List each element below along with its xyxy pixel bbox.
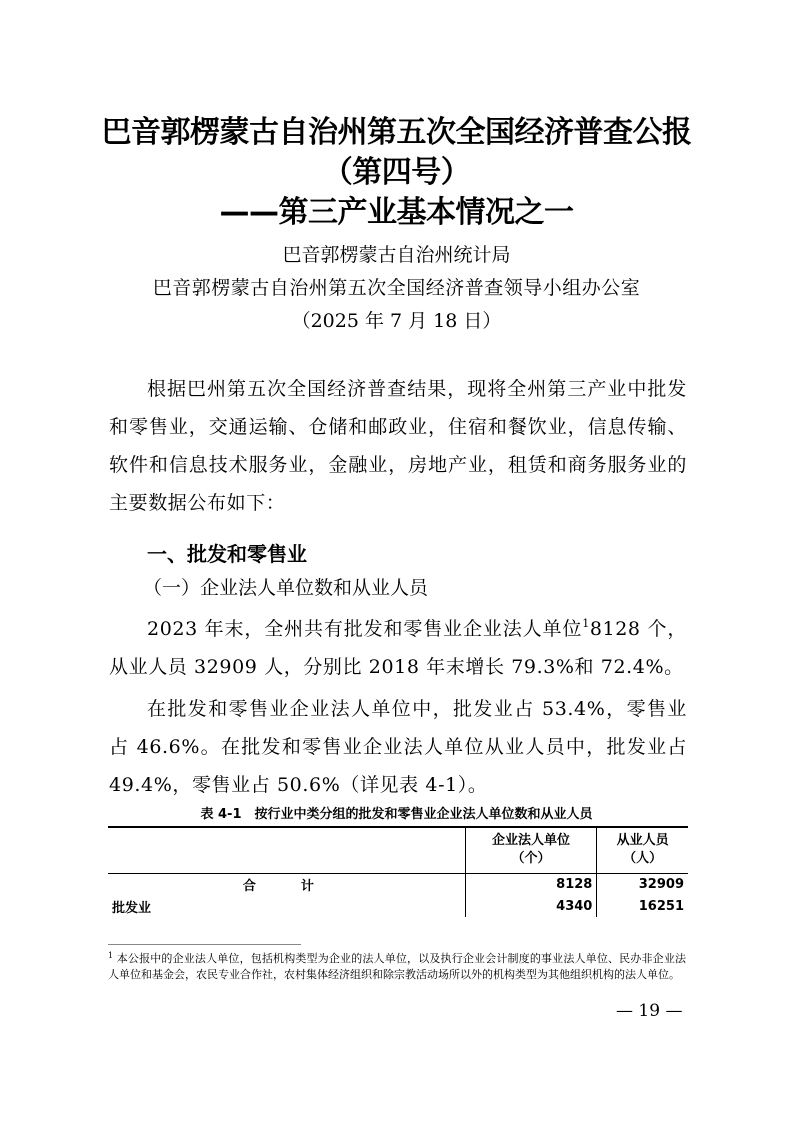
table-header-employees bbox=[597, 827, 688, 873]
issue-date: （2025 年 7 月 18 日） bbox=[291, 310, 502, 332]
row-label: 合 计 bbox=[242, 878, 330, 894]
row-employees: 16251 bbox=[597, 895, 688, 917]
intro-paragraph: 根据巴州第五次全国经济普查结果，现将全州第三产业中批发和零售业，交通运输、仓储和邮政业，住宿和餐饮业，信息传输、软件和信息技术服务业，金融业，房地产业，租赁和商务服务业的主要数据公布如下： bbox=[109, 378, 687, 514]
row-employees: 32909 bbox=[597, 873, 688, 895]
report-title: 巴音郭楞蒙古自治州第五次全国经济普查公报 bbox=[101, 115, 692, 150]
report-number: （第四号） bbox=[322, 155, 471, 190]
header-unit: （个） bbox=[511, 851, 551, 867]
section-heading-wholesale-retail: 一、批发和零售业 bbox=[147, 542, 307, 566]
subsection-heading-units-employees: （一）企业法人单位数和从业人员 bbox=[143, 577, 429, 599]
footnote bbox=[108, 951, 686, 983]
table-row bbox=[108, 895, 688, 917]
table-header-row bbox=[108, 827, 688, 873]
paragraph-text: 8128 个，从业人员 32909 人，分别比 2018 年末增长 79.3%和 72.4%。 bbox=[109, 618, 687, 678]
paragraph-units-summary bbox=[109, 610, 687, 686]
header-unit: （人） bbox=[623, 851, 663, 867]
page-number: — 19 — bbox=[616, 1001, 683, 1021]
issuer-bureau: 巴音郭楞蒙古自治州统计局 bbox=[282, 244, 511, 266]
paragraph-share-breakdown: 在批发和零售业企业法人单位中，批发业占 53.4%，零售业占 46.6%。在批发和零售业企业法人单位从业人员中，批发业占 49.4%，零售业占 50.6%（详见表 4-1）。 bbox=[109, 698, 687, 796]
row-units: 8128 bbox=[465, 873, 597, 895]
table-row bbox=[108, 873, 688, 895]
footnote-text: 本公报中的企业法人单位，包括机构类型为企业的法人单位，以及执行企业会计制度的事业法人单位、民办非企业法人单位和基金会，农民专业合作社，农村集体经济组织和除宗教活动场所以外的机构类型为其他组织机构的法人单位。 bbox=[108, 952, 686, 981]
footnote-reference[interactable]: 1 bbox=[582, 617, 590, 630]
table-header-blank bbox=[108, 827, 465, 873]
report-subtitle: ——第三产业基本情况之一 bbox=[219, 195, 574, 230]
issuer-office: 巴音郭楞蒙古自治州第五次全国经济普查领导小组办公室 bbox=[152, 277, 641, 299]
footnote-marker: 1 bbox=[108, 951, 114, 960]
data-table bbox=[108, 826, 688, 917]
header-label: 企业法人单位 bbox=[491, 833, 570, 849]
footnote-divider bbox=[108, 944, 301, 945]
row-units: 4340 bbox=[465, 895, 597, 917]
table-caption: 表 4-1 按行业中类分组的批发和零售业企业法人单位数和从业人员 bbox=[200, 807, 593, 822]
row-label: 批发业 bbox=[112, 900, 152, 916]
table-header-units bbox=[465, 827, 597, 873]
paragraph-text: 2023 年末，全州共有批发和零售业企业法人单位 bbox=[147, 618, 583, 640]
header-label: 从业人员 bbox=[616, 833, 669, 849]
